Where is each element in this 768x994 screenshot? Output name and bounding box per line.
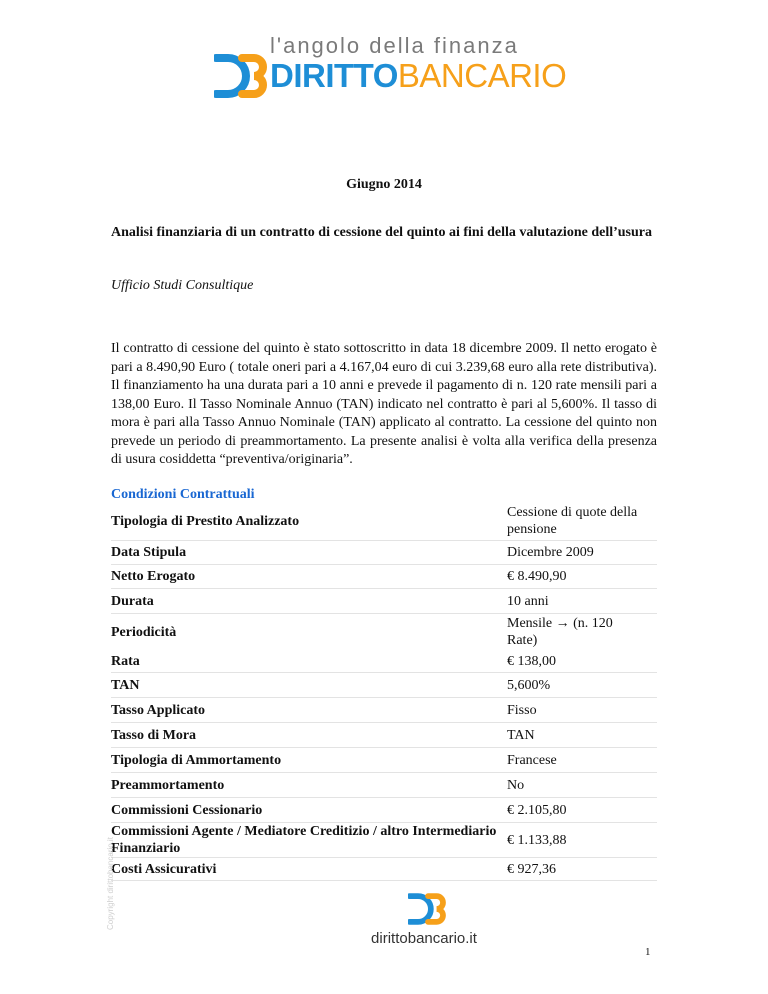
table-row bbox=[111, 673, 657, 698]
row-value: No bbox=[507, 777, 525, 793]
brand-wordmark bbox=[270, 58, 566, 94]
row-value: 10 anni bbox=[507, 593, 549, 609]
table-row bbox=[111, 748, 657, 773]
row-value: 5,600% bbox=[507, 677, 551, 693]
row-label: Rata bbox=[111, 653, 140, 669]
row-label: Data Stipula bbox=[111, 545, 187, 560]
table-row bbox=[111, 723, 657, 748]
row-value: Mensile → (n. 120 Rate) bbox=[507, 616, 613, 648]
row-value: € 2.105,80 bbox=[507, 802, 567, 818]
row-value: € 8.490,90 bbox=[507, 569, 567, 584]
db-footer-logo-icon bbox=[408, 893, 448, 925]
document-title: Analisi finanziaria di un contratto di cessione del quinto ai fini della valutazione dell’usura bbox=[111, 225, 652, 240]
row-label: Tasso Applicato bbox=[111, 702, 206, 718]
conditions-table bbox=[111, 502, 657, 881]
table-row bbox=[111, 614, 657, 650]
row-value: Dicembre 2009 bbox=[507, 545, 594, 560]
document-author: Ufficio Studi Consultique bbox=[111, 278, 254, 293]
row-label: Netto Erogato bbox=[111, 569, 196, 584]
row-label: Durata bbox=[111, 593, 154, 609]
row-value: € 138,00 bbox=[507, 653, 556, 669]
row-value: TAN bbox=[507, 727, 535, 743]
table-row bbox=[111, 823, 657, 858]
table-row bbox=[111, 541, 657, 565]
table-row bbox=[111, 773, 657, 798]
footer-url: dirittobancario.it bbox=[371, 930, 477, 947]
brand-part-bancario: BANCARIO bbox=[397, 57, 567, 94]
row-label: Commissioni Agente / Mediatore Creditizio / altro Intermediario Finanziario bbox=[111, 824, 497, 856]
table-row bbox=[111, 650, 657, 673]
page-number: 1 bbox=[645, 946, 651, 958]
table-row bbox=[111, 698, 657, 723]
document-body: Il contratto di cessione del quinto è stato sottoscritto in data 18 dicembre 2009. Il netto erogato è pari a 8.490,90 Euro ( totale oneri pari a 4.167,04 euro di cui 3.239,68 euro alla rete distributiva). Il finanziamento ha una durata pari a 10 anni e prevede il pagamento di n. 120 rate mensili pari a 138,00 Euro. Il Tasso Nominale Annuo (TAN) indicato nel contratto è pari al 5,600%. Il tasso di mora è pari alla Tasso Annuo Nominale (TAN) applicato al contratto. La cessione del quinto non prevede un periodo di preammortamento. La presente analisi è volta alla verifica della presenza di usura cosiddetta “preventiva/originaria”. bbox=[111, 341, 657, 467]
table-row bbox=[111, 565, 657, 589]
row-label: Tipologia di Ammortamento bbox=[111, 752, 282, 768]
copyright-watermark: Copyright dirittobancario.it bbox=[106, 837, 115, 930]
row-label: Costi Assicurativi bbox=[111, 861, 217, 877]
header-tagline: l'angolo della finanza bbox=[270, 33, 519, 58]
section-heading-conditions: Condizioni Contrattuali bbox=[111, 487, 255, 502]
row-value: Fisso bbox=[507, 702, 537, 718]
table-row bbox=[111, 858, 657, 881]
db-logo-icon bbox=[214, 54, 270, 98]
row-label: Preammortamento bbox=[111, 777, 225, 793]
document-date: Giugno 2014 bbox=[346, 177, 422, 192]
row-label: Periodicità bbox=[111, 624, 177, 640]
row-value: Francese bbox=[507, 752, 557, 768]
brand-part-diritto: DIRITTO bbox=[270, 57, 398, 94]
row-value: Cessione di quote della pensione bbox=[507, 505, 638, 537]
row-label: Commissioni Cessionario bbox=[111, 802, 263, 818]
table-row bbox=[111, 798, 657, 823]
row-label: TAN bbox=[111, 677, 140, 693]
row-label: Tipologia di Prestito Analizzato bbox=[111, 513, 300, 529]
table-row bbox=[111, 589, 657, 614]
row-label: Tasso di Mora bbox=[111, 727, 197, 743]
table-row bbox=[111, 502, 657, 541]
row-value: € 927,36 bbox=[507, 861, 556, 877]
row-value: € 1.133,88 bbox=[507, 832, 567, 848]
